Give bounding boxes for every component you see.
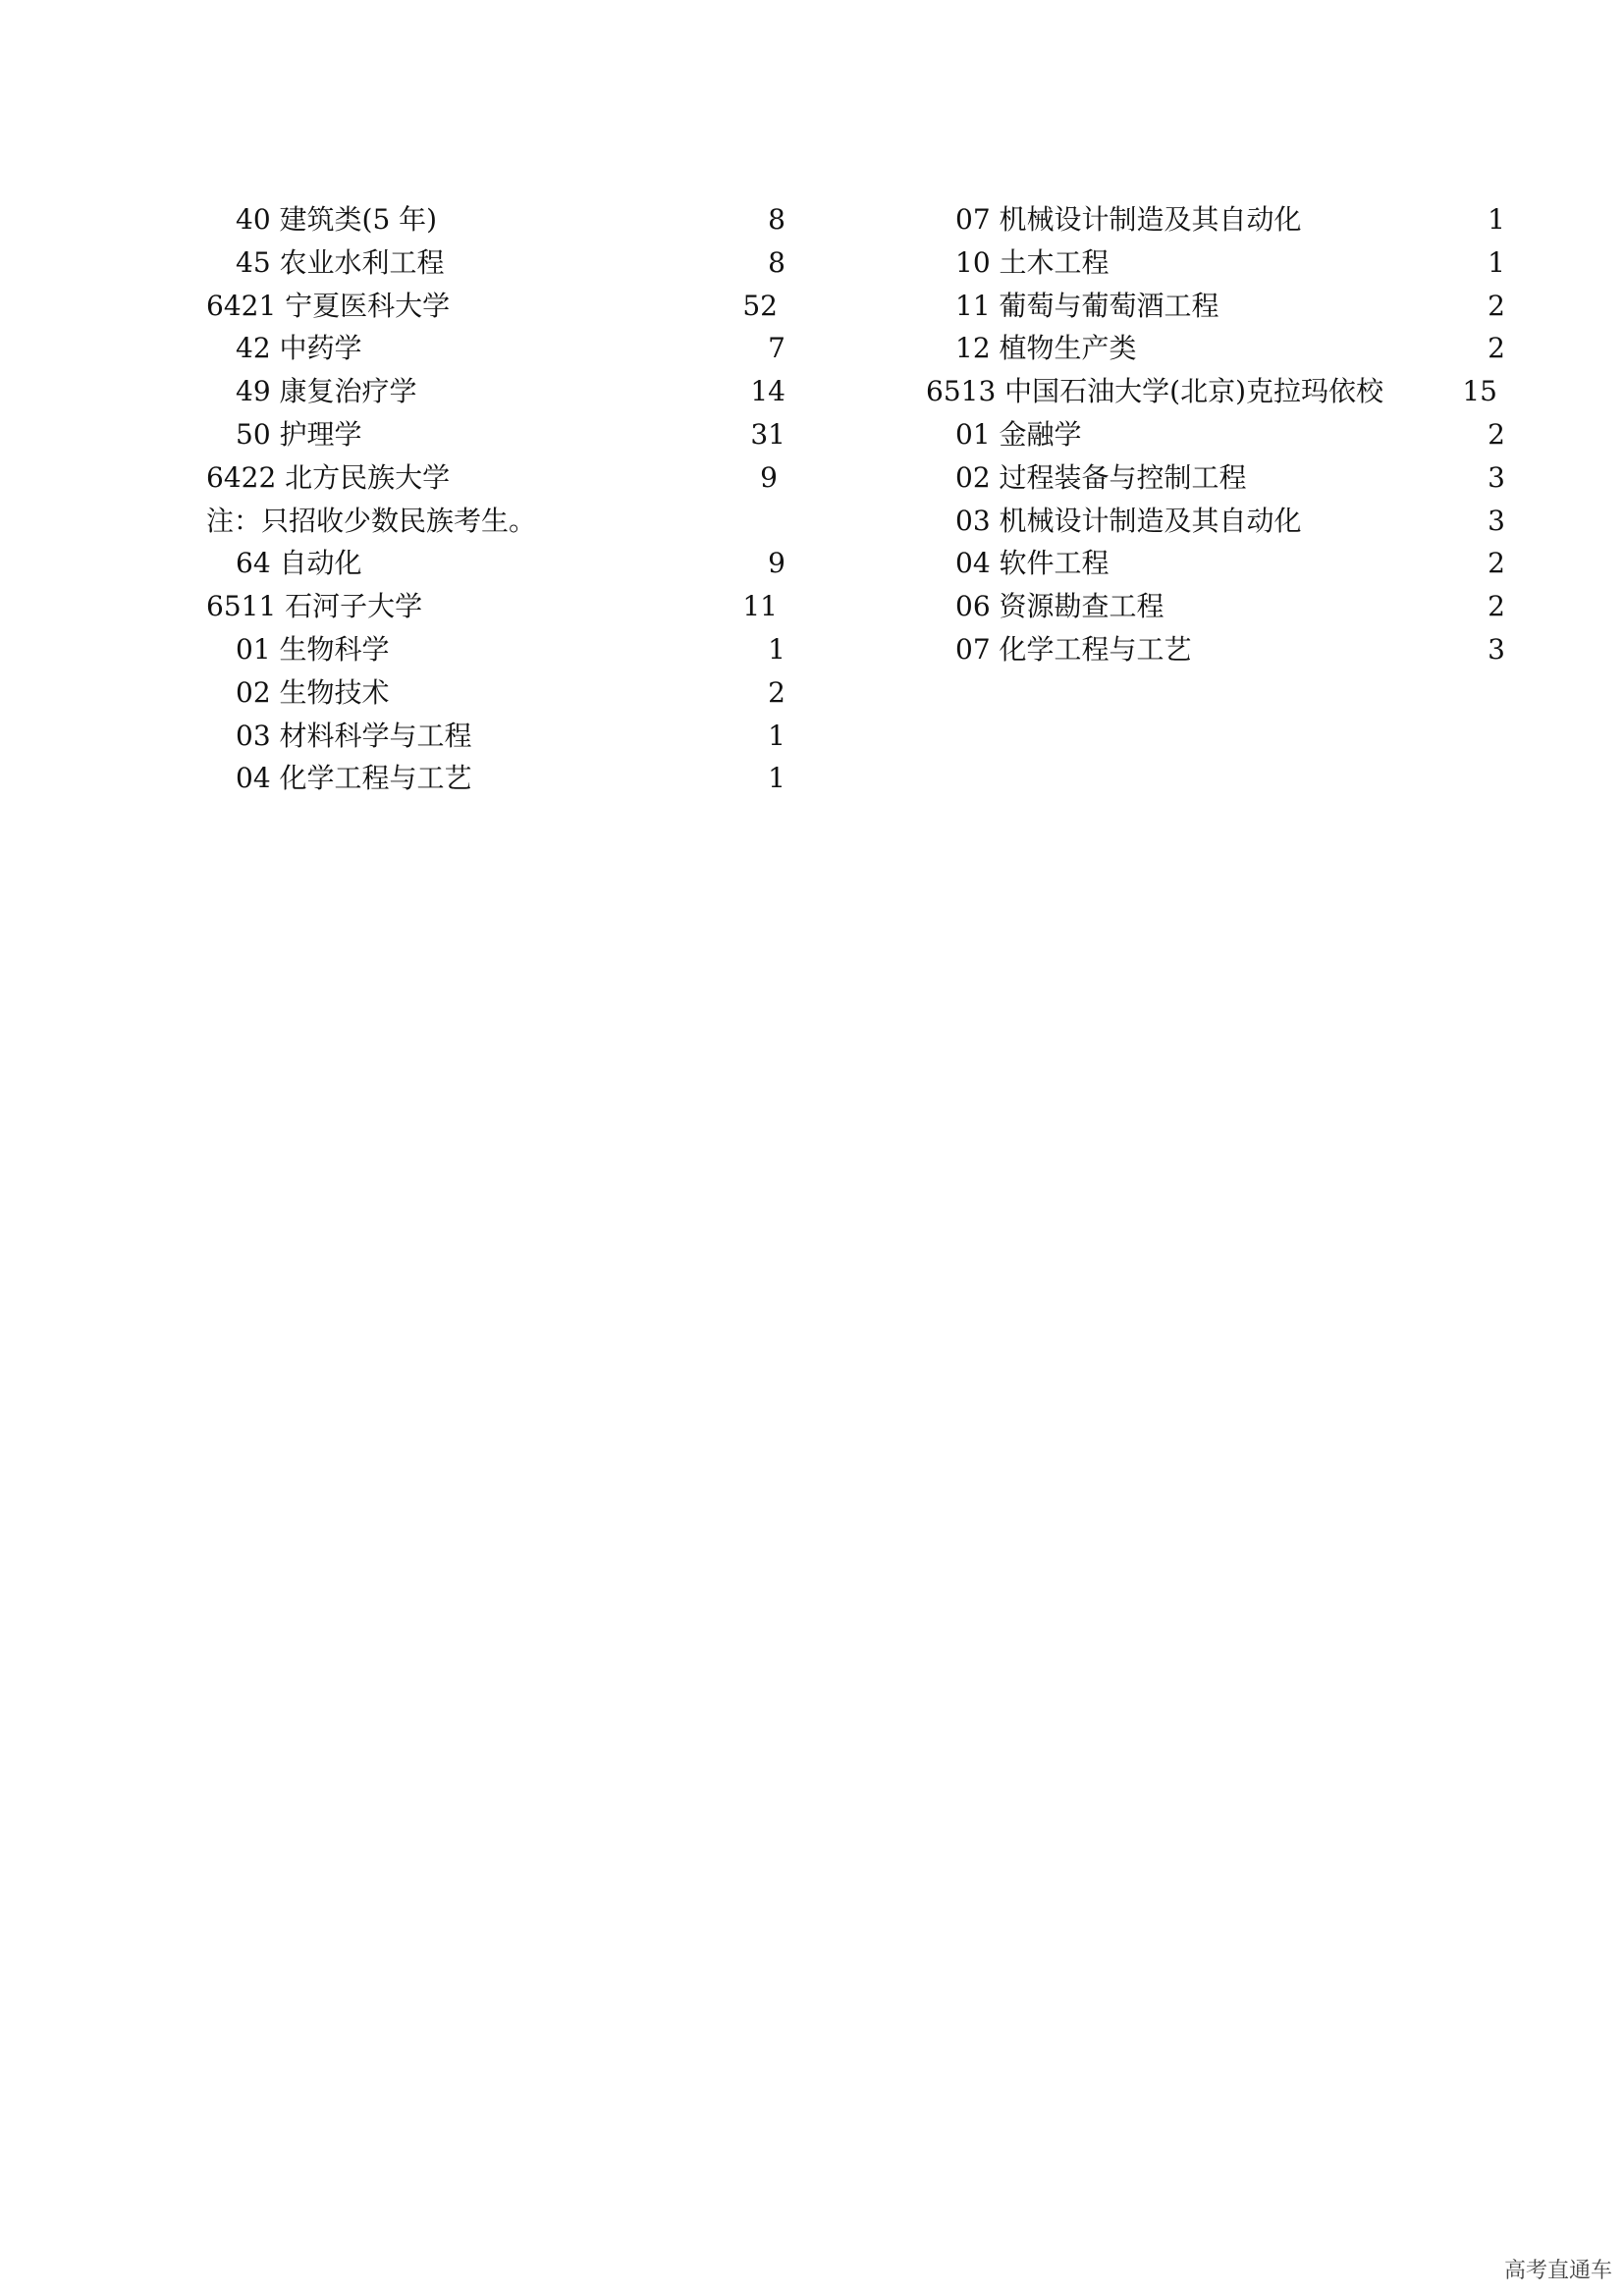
enrollment-count: 3: [1488, 632, 1505, 666]
major-label: 49 康复治疗学: [236, 375, 417, 408]
school-row: [206, 456, 785, 500]
major-label: 45 农业水利工程: [236, 245, 445, 279]
enrollment-count: 8: [768, 203, 785, 236]
major-label: 06 资源勘查工程: [955, 590, 1164, 623]
school-label: 6421 宁夏医科大学: [206, 289, 451, 322]
enrollment-count: 2: [1488, 332, 1505, 365]
major-row: [926, 542, 1505, 585]
major-row: [926, 285, 1505, 328]
enrollment-count: 1: [768, 719, 785, 752]
major-label: 01 生物科学: [236, 632, 390, 666]
school-label: 6511 石河子大学: [206, 590, 423, 623]
major-row: [926, 628, 1505, 671]
school-label: 6422 北方民族大学: [206, 460, 451, 494]
major-row: [206, 715, 785, 758]
major-row: [206, 413, 785, 456]
major-label: 10 土木工程: [955, 245, 1110, 279]
enrollment-count: 2: [1488, 547, 1505, 580]
major-row: [206, 628, 785, 671]
major-row: [206, 198, 785, 241]
major-label: 07 化学工程与工艺: [955, 632, 1192, 666]
major-row: [206, 542, 785, 585]
enrollment-count: 1: [768, 762, 785, 795]
major-row: [926, 585, 1505, 628]
major-label: 07 机械设计制造及其自动化: [955, 203, 1302, 236]
major-label: 11 葡萄与葡萄酒工程: [955, 289, 1219, 322]
major-label: 12 植物生产类: [955, 332, 1137, 365]
major-row: [206, 241, 785, 285]
enrollment-count: 9: [760, 460, 778, 494]
watermark-text: 高考直通车: [1503, 2259, 1612, 2283]
major-label: 40 建筑类(5 年): [236, 203, 438, 236]
enrollment-count: 2: [1488, 289, 1505, 322]
major-label: 02 生物技术: [236, 675, 390, 709]
enrollment-count: 52: [742, 289, 778, 322]
enrollment-count: 2: [1488, 590, 1505, 623]
enrollment-count: 2: [1488, 417, 1505, 451]
major-label: 01 金融学: [955, 417, 1082, 451]
enrollment-count: 1: [768, 632, 785, 666]
major-label: 42 中药学: [236, 332, 362, 365]
enrollment-count: 9: [768, 547, 785, 580]
left-column: [206, 198, 785, 800]
note-row: [206, 500, 785, 543]
enrollment-count: 8: [768, 245, 785, 279]
school-row: [206, 585, 785, 628]
enrollment-count: 2: [768, 675, 785, 709]
major-label: 64 自动化: [236, 547, 362, 580]
enrollment-count: 3: [1488, 460, 1505, 494]
major-row: [206, 370, 785, 413]
enrollment-count: 3: [1488, 504, 1505, 537]
enrollment-count: 15: [1462, 375, 1497, 408]
major-row: [926, 327, 1505, 370]
major-row: [206, 757, 785, 800]
enrollment-count: 31: [750, 417, 785, 451]
note-label: 注：只招收少数民族考生。: [206, 504, 537, 537]
major-label: 04 软件工程: [955, 547, 1110, 580]
major-row: [926, 241, 1505, 285]
major-row: [926, 413, 1505, 456]
enrollment-count: 14: [750, 375, 785, 408]
major-label: 04 化学工程与工艺: [236, 762, 472, 795]
enrollment-count: 1: [1488, 203, 1505, 236]
school-row: [206, 285, 785, 328]
major-label: 50 护理学: [236, 417, 362, 451]
right-column: [926, 198, 1505, 671]
major-row: [926, 500, 1505, 543]
school-row: [926, 370, 1505, 413]
major-label: 03 机械设计制造及其自动化: [955, 504, 1302, 537]
major-row: [206, 671, 785, 715]
major-label: 02 过程装备与控制工程: [955, 460, 1247, 494]
major-row: [926, 456, 1505, 500]
major-row: [206, 327, 785, 370]
enrollment-count: 11: [742, 590, 778, 623]
school-label: 6513 中国石油大学(北京)克拉玛依校: [926, 375, 1384, 408]
enrollment-count: 7: [768, 332, 785, 365]
enrollment-count: 1: [1488, 245, 1505, 279]
major-row: [926, 198, 1505, 241]
major-label: 03 材料科学与工程: [236, 719, 472, 752]
